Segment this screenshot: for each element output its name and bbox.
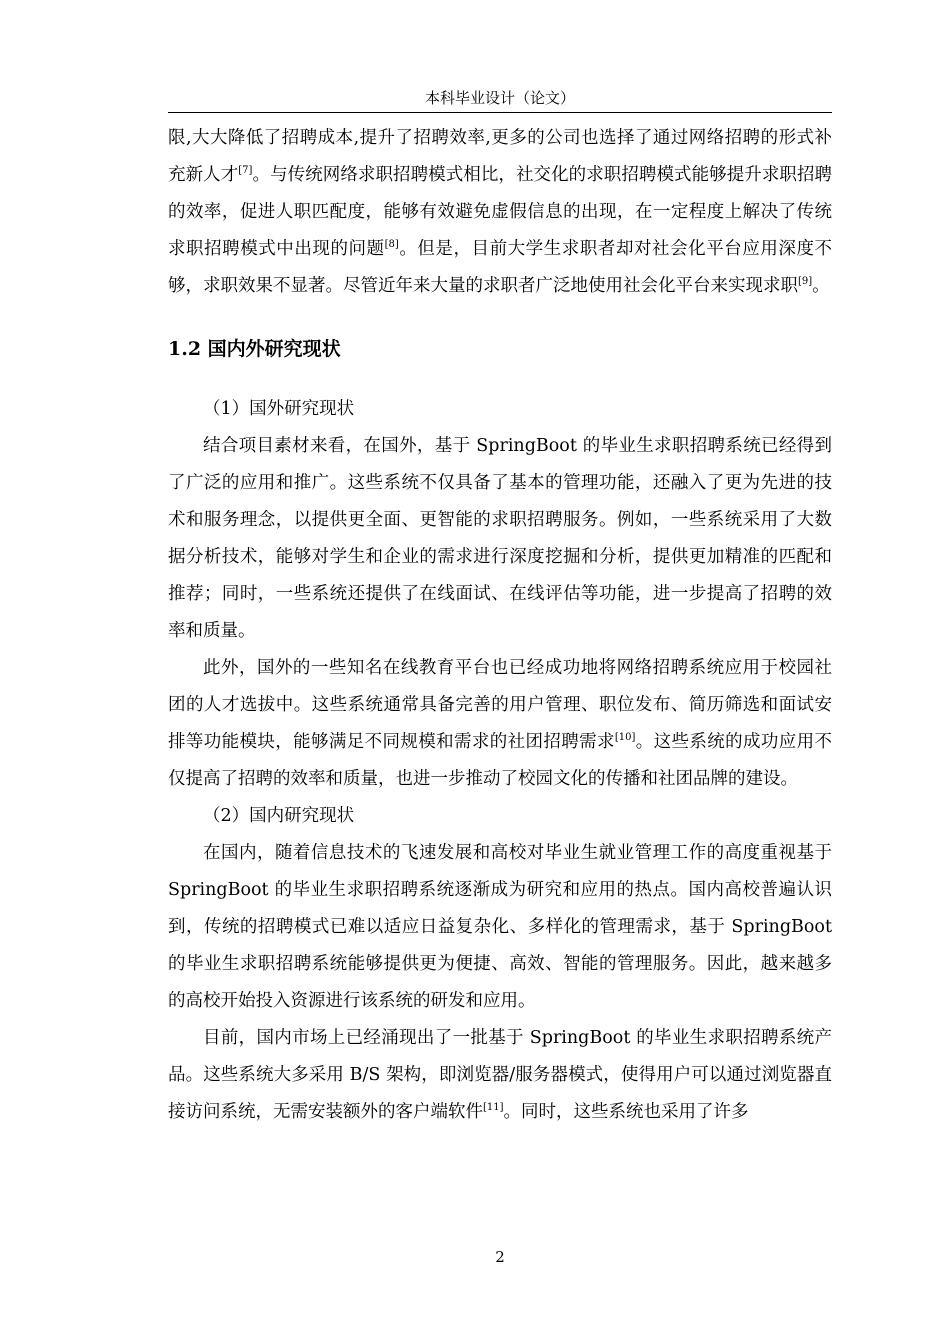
citation-8: [8] [384,239,399,251]
body-text [168,120,832,1131]
citation-11: [11] [483,1102,504,1114]
section-title: 1.2 国内外研究现状 [168,338,341,360]
citation-7: [7] [238,165,253,177]
domestic-subheading: （2）国内研究现状 [203,806,355,826]
domestic-paragraph-1: 在国内，随着信息技术的飞速发展和高校对毕业生就业管理工作的高度重视基于 SpringBoot 的毕业生求职招聘系统逐渐成为研究和应用的热点。国内高校普遍认识到，传统的招聘模式已难以适应日益复杂化、多样化的管理需求，基于 SpringBoot 的毕业生求职招聘系统能够提供更为便捷、高效、智能的管理服务。因此，越来越多的高校开始投入资源进行该系统的研发和应用。 [168,843,832,1011]
foreign-subheading: （1）国外研究现状 [203,399,355,419]
citation-9: [9] [798,276,813,288]
intro-paragraph: 限,大大降低了招聘成本,提升了招聘效率,更多的公司也选择了通过网络招聘的形式补充新人才[7]。与传统网络求职招聘模式相比，社交化的求职招聘模式能够提升求职招聘的效率，促进人职匹配度，能够有效避免虚假信息的出现，在一定程度上解决了传统求职招聘模式中出现的问题[8]。但是，目前大学生求职者却对社会化平台应用深度不够，求职效果不显著。尽管近年来大量的求职者广泛地使用社会化平台来实现求职[9]。 [168,128,833,296]
citation-10: [10] [614,732,636,744]
foreign-paragraph-2: 此外，国外的一些知名在线教育平台也已经成功地将网络招聘系统应用于校园社团的人才选拔中。这些系统通常具备完善的用户管理、职位发布、简历筛选和面试安排等功能模块，能够满足不同规模和需求的社团招聘需求[10]。这些系统的成功应用不仅提高了招聘的效率和质量，也进一步推动了校园文化的传播和社团品牌的建设。 [168,658,833,789]
header-rule [168,112,832,113]
page-header: 本科毕业设计（论文） [424,89,575,107]
domestic-paragraph-2: 目前，国内市场上已经涌现出了一批基于 SpringBoot 的毕业生求职招聘系统产品。这些系统大多采用 B/S 架构，即浏览器/服务器模式，使得用户可以通过浏览器直接访问系统，无需安装额外的客户端软件[11]。同时，这些系统也采用了许多 [168,1028,832,1122]
page-number: 2 [495,1248,505,1266]
foreign-paragraph-1: 结合项目素材来看，在国外，基于 SpringBoot 的毕业生求职招聘系统已经得到了广泛的应用和推广。这些系统不仅具备了基本的管理功能，还融入了更为先进的技术和服务理念，以提供更全面、更智能的求职招聘服务。例如，一些系统采用了大数据分析技术，能够对学生和企业的需求进行深度挖掘和分析，提供更加精准的匹配和推荐；同时，一些系统还提供了在线面试、在线评估等功能，进一步提高了招聘的效率和质量。 [168,436,832,641]
